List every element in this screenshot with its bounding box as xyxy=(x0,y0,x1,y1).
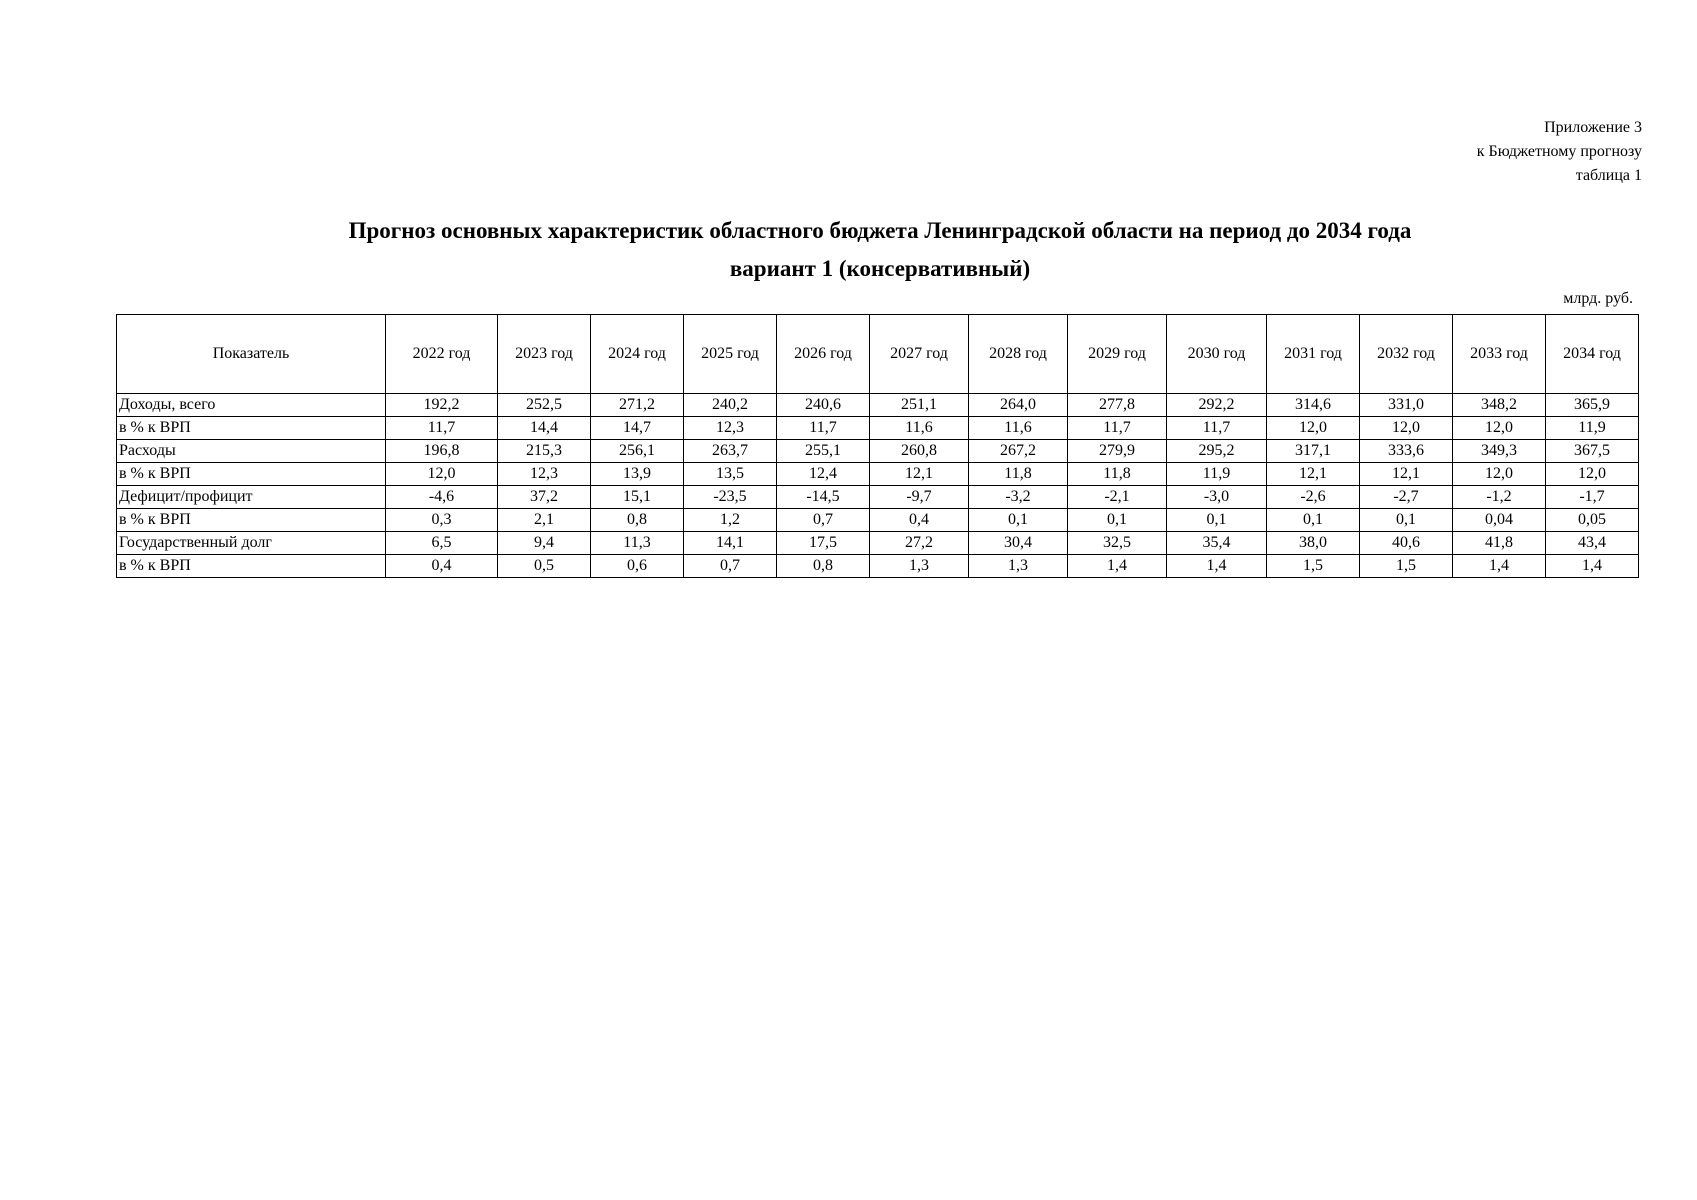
value-cell: 1,4 xyxy=(1453,555,1546,578)
row-label: Государственный долг xyxy=(117,532,386,555)
value-cell: 14,4 xyxy=(498,417,591,440)
value-cell: 1,3 xyxy=(870,555,969,578)
value-cell: 12,0 xyxy=(1360,417,1453,440)
row-label: в % к ВРП xyxy=(117,555,386,578)
value-cell: 263,7 xyxy=(684,440,777,463)
value-cell: 333,6 xyxy=(1360,440,1453,463)
header-year: 2034 год xyxy=(1546,315,1639,394)
value-cell: 252,5 xyxy=(498,394,591,417)
value-cell: 30,4 xyxy=(969,532,1068,555)
value-cell: 11,3 xyxy=(591,532,684,555)
row-label: в % к ВРП xyxy=(117,417,386,440)
value-cell: 0,8 xyxy=(591,509,684,532)
unit-label: млрд. руб. xyxy=(1563,290,1633,307)
value-cell: 11,7 xyxy=(1167,417,1267,440)
row-label: Расходы xyxy=(117,440,386,463)
value-cell: 0,5 xyxy=(498,555,591,578)
value-cell: 15,1 xyxy=(591,486,684,509)
value-cell: 14,7 xyxy=(591,417,684,440)
header-year: 2032 год xyxy=(1360,315,1453,394)
value-cell: 11,8 xyxy=(969,463,1068,486)
table-header-row xyxy=(117,315,1639,394)
value-cell: 367,5 xyxy=(1546,440,1639,463)
value-cell: 251,1 xyxy=(870,394,969,417)
value-cell: 255,1 xyxy=(777,440,870,463)
value-cell: -2,7 xyxy=(1360,486,1453,509)
value-cell: -14,5 xyxy=(777,486,870,509)
value-cell: 1,5 xyxy=(1267,555,1360,578)
value-cell: 12,1 xyxy=(870,463,969,486)
value-cell: 11,9 xyxy=(1167,463,1267,486)
value-cell: 295,2 xyxy=(1167,440,1267,463)
table-row xyxy=(117,486,1639,509)
value-cell: 38,0 xyxy=(1267,532,1360,555)
appendix-line: Приложение 3 xyxy=(1544,119,1642,136)
value-cell: 12,0 xyxy=(1267,417,1360,440)
value-cell: 35,4 xyxy=(1167,532,1267,555)
value-cell: 14,1 xyxy=(684,532,777,555)
value-cell: 0,4 xyxy=(386,555,498,578)
value-cell: 349,3 xyxy=(1453,440,1546,463)
value-cell: 11,8 xyxy=(1068,463,1167,486)
value-cell: 192,2 xyxy=(386,394,498,417)
value-cell: 12,4 xyxy=(777,463,870,486)
value-cell: 1,4 xyxy=(1068,555,1167,578)
value-cell: 0,7 xyxy=(777,509,870,532)
value-cell: -2,6 xyxy=(1267,486,1360,509)
value-cell: 240,6 xyxy=(777,394,870,417)
value-cell: 331,0 xyxy=(1360,394,1453,417)
value-cell: 264,0 xyxy=(969,394,1068,417)
value-cell: 32,5 xyxy=(1068,532,1167,555)
value-cell: 1,5 xyxy=(1360,555,1453,578)
value-cell: 215,3 xyxy=(498,440,591,463)
value-cell: 314,6 xyxy=(1267,394,1360,417)
header-year: 2023 год xyxy=(498,315,591,394)
value-cell: 0,1 xyxy=(1068,509,1167,532)
value-cell: 11,9 xyxy=(1546,417,1639,440)
value-cell: 0,3 xyxy=(386,509,498,532)
header-indicator: Показатель xyxy=(117,315,386,394)
value-cell: 365,9 xyxy=(1546,394,1639,417)
value-cell: 2,1 xyxy=(498,509,591,532)
budget-forecast-table xyxy=(116,314,1639,578)
value-cell: 256,1 xyxy=(591,440,684,463)
value-cell: 12,0 xyxy=(1453,463,1546,486)
value-cell: 37,2 xyxy=(498,486,591,509)
header-year: 2027 год xyxy=(870,315,969,394)
value-cell: -1,2 xyxy=(1453,486,1546,509)
value-cell: 0,4 xyxy=(870,509,969,532)
value-cell: 317,1 xyxy=(1267,440,1360,463)
value-cell: 279,9 xyxy=(1068,440,1167,463)
value-cell: 292,2 xyxy=(1167,394,1267,417)
header-year: 2025 год xyxy=(684,315,777,394)
value-cell: 1,3 xyxy=(969,555,1068,578)
value-cell: 13,9 xyxy=(591,463,684,486)
value-cell: -4,6 xyxy=(386,486,498,509)
header-year: 2026 год xyxy=(777,315,870,394)
value-cell: 0,8 xyxy=(777,555,870,578)
value-cell: 11,7 xyxy=(386,417,498,440)
value-cell: 12,0 xyxy=(386,463,498,486)
value-cell: 0,05 xyxy=(1546,509,1639,532)
appendix-line: таблица 1 xyxy=(1575,167,1642,184)
table-row xyxy=(117,417,1639,440)
value-cell: 267,2 xyxy=(969,440,1068,463)
value-cell: 9,4 xyxy=(498,532,591,555)
value-cell: 0,04 xyxy=(1453,509,1546,532)
value-cell: 11,7 xyxy=(1068,417,1167,440)
header-year: 2030 год xyxy=(1167,315,1267,394)
document-title: Прогноз основных характеристик областного бюджета Ленинградской области на период до 2034 года xyxy=(348,218,1412,243)
value-cell: -2,1 xyxy=(1068,486,1167,509)
value-cell: 12,0 xyxy=(1546,463,1639,486)
value-cell: 0,6 xyxy=(591,555,684,578)
value-cell: 0,1 xyxy=(969,509,1068,532)
value-cell: 12,3 xyxy=(498,463,591,486)
value-cell: 6,5 xyxy=(386,532,498,555)
document-subtitle: вариант 1 (консервативный) xyxy=(729,256,1031,281)
value-cell: 0,7 xyxy=(684,555,777,578)
table-row xyxy=(117,440,1639,463)
value-cell: -3,2 xyxy=(969,486,1068,509)
row-label: Доходы, всего xyxy=(117,394,386,417)
table-body xyxy=(117,394,1639,578)
row-label: в % к ВРП xyxy=(117,509,386,532)
header-year: 2033 год xyxy=(1453,315,1546,394)
value-cell: 0,1 xyxy=(1360,509,1453,532)
table-row xyxy=(117,463,1639,486)
value-cell: 27,2 xyxy=(870,532,969,555)
value-cell: 11,6 xyxy=(969,417,1068,440)
value-cell: 240,2 xyxy=(684,394,777,417)
value-cell: 43,4 xyxy=(1546,532,1639,555)
value-cell: 271,2 xyxy=(591,394,684,417)
value-cell: 11,6 xyxy=(870,417,969,440)
value-cell: -3,0 xyxy=(1167,486,1267,509)
value-cell: 1,4 xyxy=(1167,555,1267,578)
value-cell: 41,8 xyxy=(1453,532,1546,555)
value-cell: 1,4 xyxy=(1546,555,1639,578)
table-row xyxy=(117,509,1639,532)
header-year: 2031 год xyxy=(1267,315,1360,394)
value-cell: 1,2 xyxy=(684,509,777,532)
value-cell: 196,8 xyxy=(386,440,498,463)
value-cell: 12,1 xyxy=(1360,463,1453,486)
value-cell: 12,0 xyxy=(1453,417,1546,440)
value-cell: 12,3 xyxy=(684,417,777,440)
header-year: 2028 год xyxy=(969,315,1068,394)
value-cell: -9,7 xyxy=(870,486,969,509)
row-label: Дефицит/профицит xyxy=(117,486,386,509)
value-cell: 0,1 xyxy=(1167,509,1267,532)
appendix-note xyxy=(1477,116,1642,188)
table-row xyxy=(117,394,1639,417)
header-year: 2024 год xyxy=(591,315,684,394)
header-year: 2022 год xyxy=(386,315,498,394)
value-cell: 260,8 xyxy=(870,440,969,463)
value-cell: -1,7 xyxy=(1546,486,1639,509)
header-year: 2029 год xyxy=(1068,315,1167,394)
value-cell: 11,7 xyxy=(777,417,870,440)
value-cell: 277,8 xyxy=(1068,394,1167,417)
value-cell: 13,5 xyxy=(684,463,777,486)
appendix-line: к Бюджетному прогнозу xyxy=(1476,143,1642,160)
row-label: в % к ВРП xyxy=(117,463,386,486)
value-cell: 0,1 xyxy=(1267,509,1360,532)
table-row xyxy=(117,555,1639,578)
value-cell: 12,1 xyxy=(1267,463,1360,486)
value-cell: 348,2 xyxy=(1453,394,1546,417)
value-cell: 40,6 xyxy=(1360,532,1453,555)
value-cell: -23,5 xyxy=(684,486,777,509)
value-cell: 17,5 xyxy=(777,532,870,555)
table-row xyxy=(117,532,1639,555)
